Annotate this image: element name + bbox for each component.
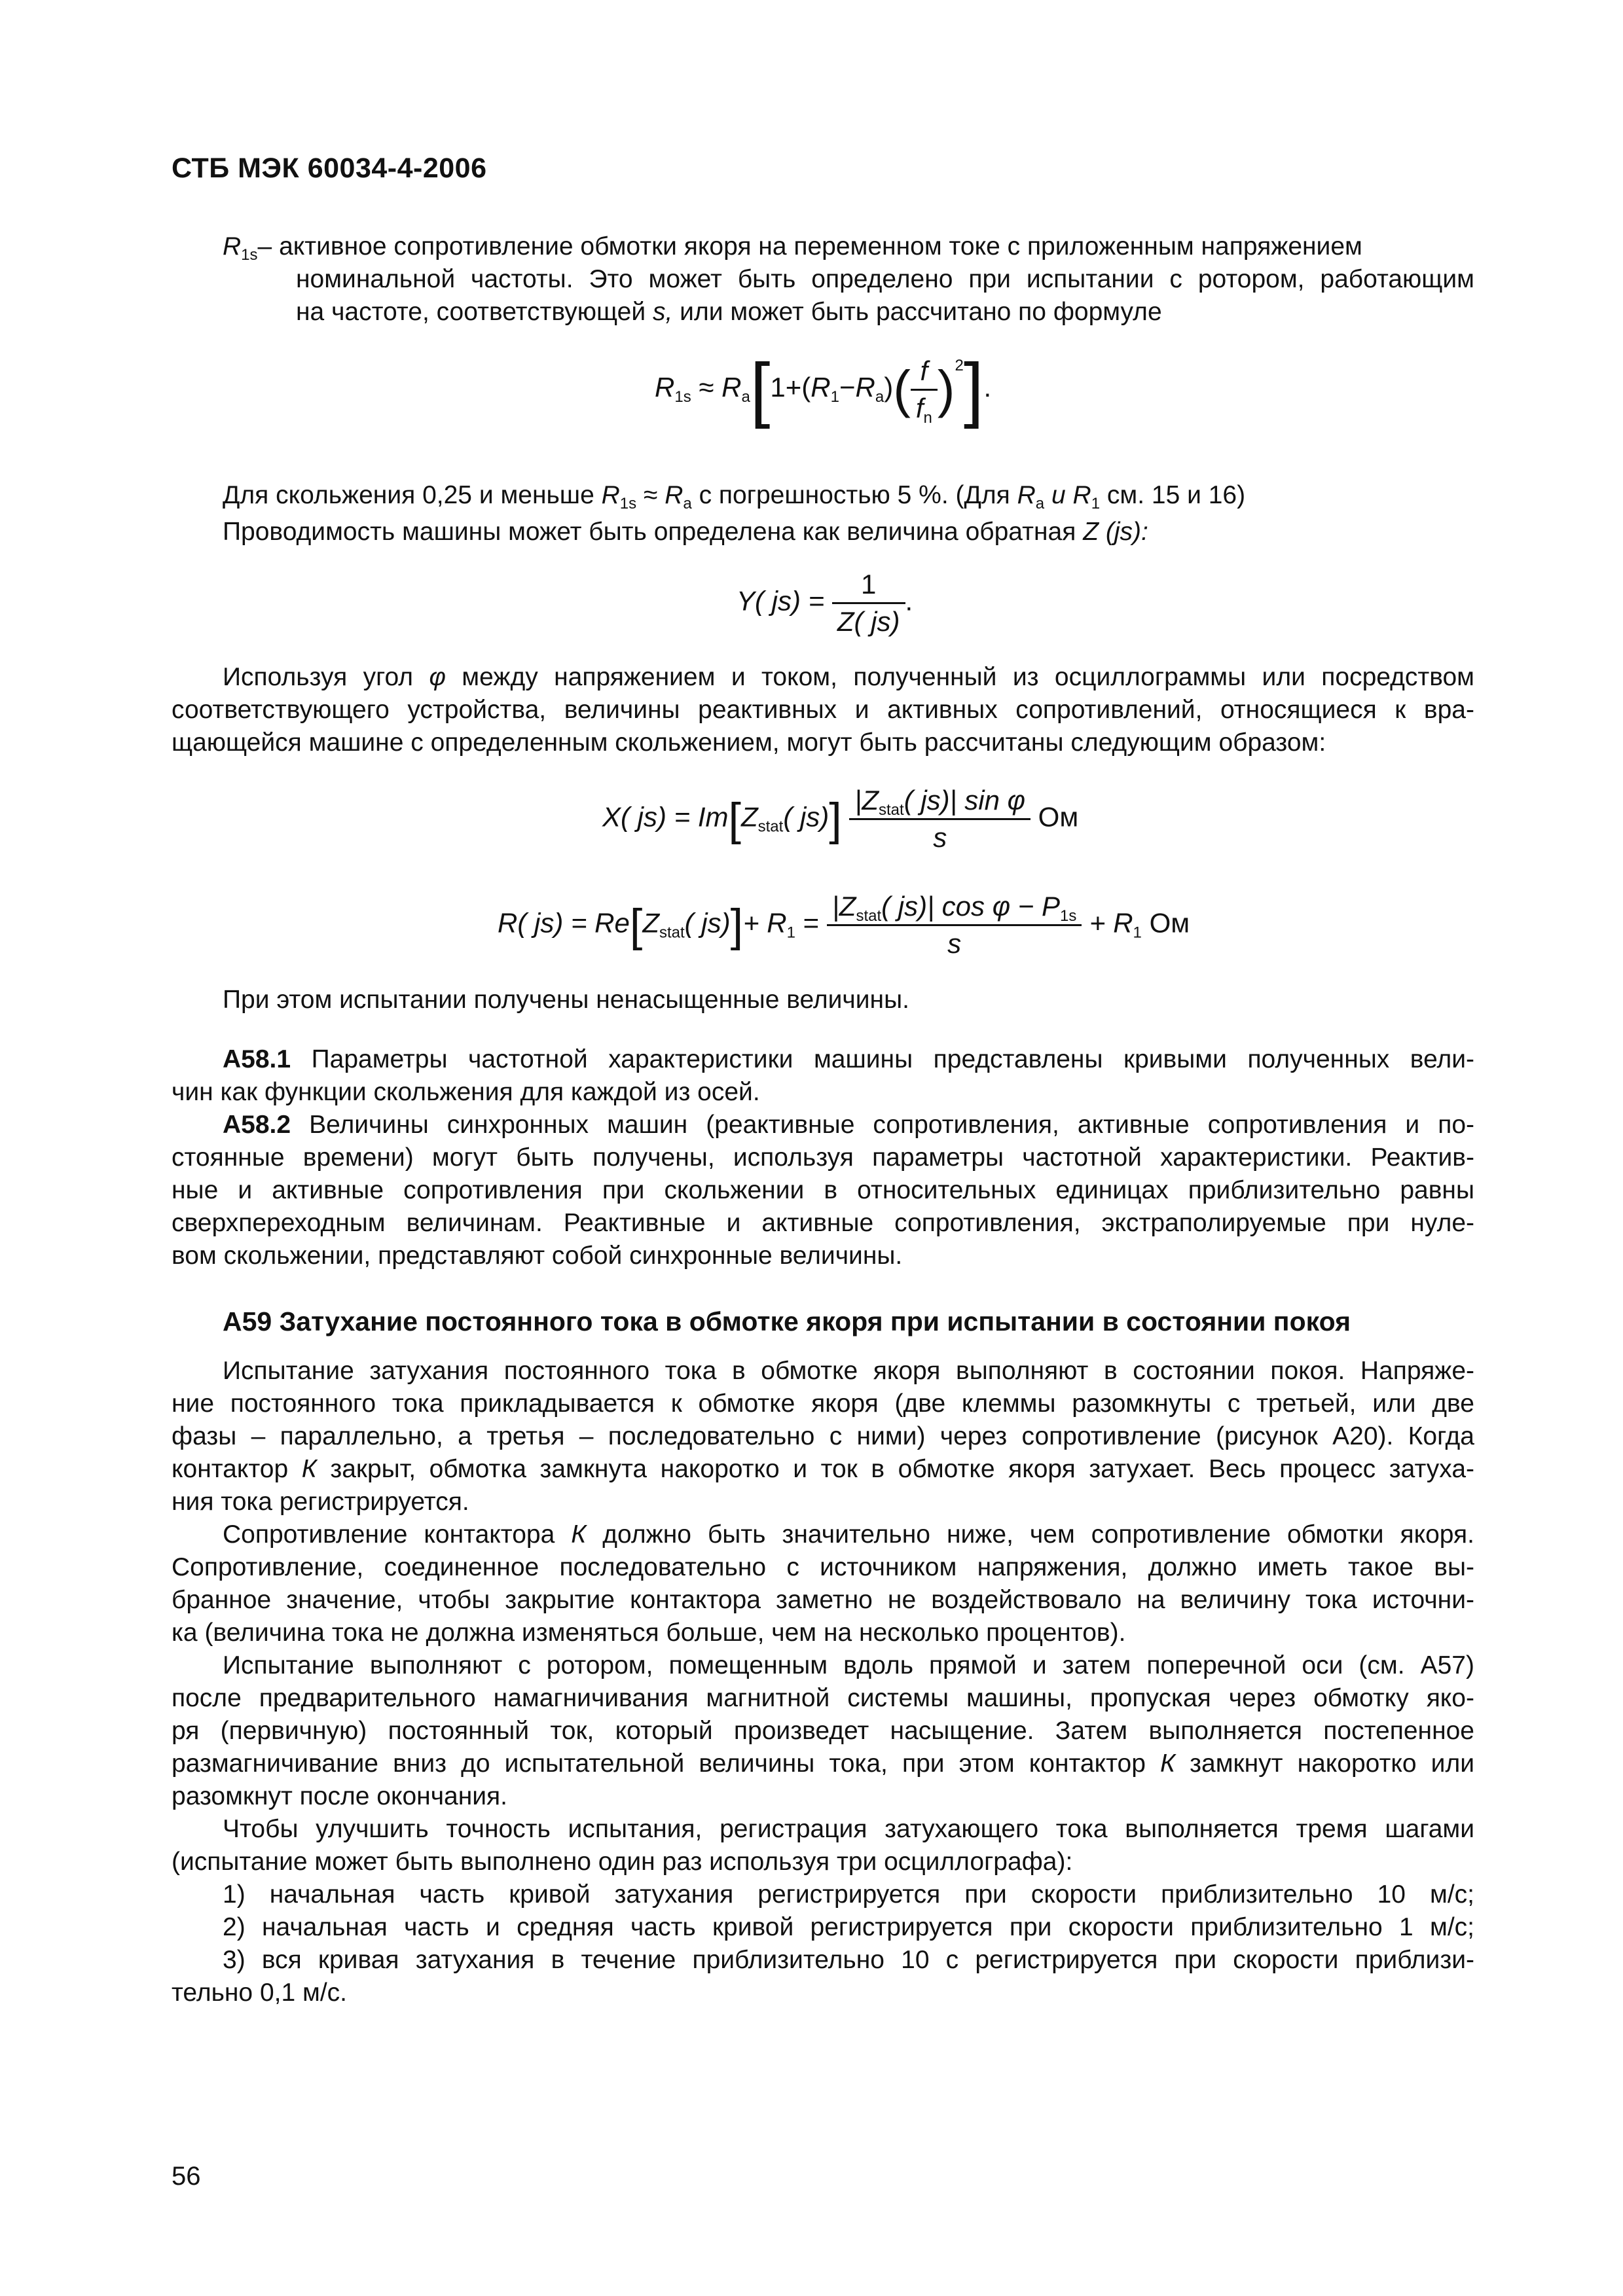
f4-tail: + R (1089, 907, 1133, 939)
f1-close-paren: ) (884, 372, 894, 403)
angle-phi: φ (429, 663, 446, 691)
slip-b: с погрешностью 5 %. (Для (691, 481, 1017, 509)
f4-eq: = (803, 907, 820, 939)
f4-plus-r1: + R (743, 907, 787, 939)
step-3: 3) вся кривая затухания в течение приблизительно 10 с регистрируется при скорости приблизи- (223, 1946, 1474, 1974)
p1-k: К (301, 1455, 317, 1483)
f1-frac-close: ) (937, 360, 955, 418)
r1s-definition (223, 230, 1474, 329)
a58-1-line1: Параметры частотной характеристики машины представлены кривыми полученных вели- (291, 1045, 1474, 1073)
f1-frac-open: ( (893, 360, 911, 418)
f4-num: |Z (831, 891, 856, 922)
r1s-dash: – (257, 232, 272, 260)
a58-1-number: А58.1 (223, 1045, 291, 1073)
conductance-z: Z (js): (1083, 518, 1148, 546)
f1-ra2: R (855, 372, 875, 403)
p1-line2: ние постоянного тока прикладывается к обмотке якоря (две клеммы разомкнуты с третьей, или две (172, 1390, 1474, 1418)
r1s-line3s: s, (652, 298, 673, 326)
p1-line3: фазы – параллельно, а третья – последовательно с ними) через сопротивление (рисунок А20). Когда (172, 1422, 1474, 1450)
f3-open-bracket: [ (728, 793, 741, 845)
p4-line1: Чтобы улучшить точность испытания, регистрация затухающего тока выполняется тремя шагами (223, 1815, 1474, 1843)
angle-line1b: между напряжением и током, полученный из осциллограммы или посредством (445, 663, 1474, 691)
angle-line1a: Используя угол (223, 663, 429, 691)
document-header: СТБ МЭК 60034-4-2006 (172, 152, 487, 184)
f3-den: s (933, 822, 947, 853)
p2-line3: бранное значение, чтобы закрытие контактора заметно не воздействовало на величину тока источни- (172, 1586, 1474, 1614)
f4-z-sub: stat (659, 924, 685, 942)
p1-line1: Испытание затухания постоянного тока в обмотке якоря выполняют в состоянии покоя. Напряже- (223, 1357, 1474, 1385)
slip-r1-sub: 1 (1091, 495, 1101, 512)
r1s-line3a: на частоте, соответствующей (296, 298, 653, 326)
f1-one-plus: 1+ (770, 372, 802, 403)
f4-lhs: R( js) = Re (498, 907, 630, 939)
step-3-continuation: тельно 0,1 м/с. (172, 1979, 347, 2007)
p3-line2: после предварительного намагничивания магнитной системы машины, пропуская через обмотку яко- (172, 1684, 1474, 1712)
f1-lhs-sub: 1s (674, 388, 691, 406)
f3-z-arg: ( js) (783, 801, 830, 833)
f1-approx: ≈ (699, 372, 714, 403)
f3-num-rest: ( js)| sin φ (903, 785, 1025, 816)
page-number: 56 (172, 2162, 201, 2191)
f4-den: s (947, 928, 962, 959)
r1s-line3b: или может быть рассчитано по формуле (672, 298, 1162, 326)
a58-2-line3: ные и активные сопротивления при скольжении в относительных единицах приблизительно равны (172, 1176, 1474, 1204)
f4-z: Z (642, 907, 659, 939)
slip-approx: ≈ (636, 481, 665, 509)
a58-2-line4: сверхпереходным величинам. Реактивные и активные сопротивления, экстраполируемые при нуле- (172, 1209, 1474, 1237)
formula-y (737, 568, 913, 638)
p1-line4a: контактор (172, 1455, 302, 1483)
p2-line1b: должно быть значительно ниже, чем сопротивление обмотки якоря. (586, 1520, 1475, 1549)
f3-num-sub: stat (879, 801, 904, 819)
step-2: 2) начальная часть и средняя часть кривой регистрируется при скорости приблизительно 1 м/с; (223, 1913, 1474, 1941)
f1-ra2-sub: a (875, 388, 884, 406)
f1-close-bracket: ] (963, 349, 984, 429)
f1-ra: R (721, 372, 742, 403)
f1-r1: R (811, 372, 831, 403)
f1-den: f (915, 392, 924, 423)
f4-fraction (827, 890, 1082, 960)
f4-num-p-sub: 1s (1059, 907, 1077, 925)
p3-line4b: замкнут накоротко или (1175, 1749, 1474, 1778)
f4-z-arg: ( js) (684, 907, 731, 939)
unsaturated-line: При этом испытании получены ненасыщенные величины. (223, 986, 909, 1014)
f1-ra-sub: a (741, 388, 750, 406)
a58-1-line2: чин как функции скольжения для каждой из осей. (172, 1078, 760, 1106)
a59-body (172, 1355, 1474, 2009)
f4-plus-r1-sub: 1 (786, 924, 795, 942)
p3-line3: ря (первичную) постоянный ток, который произведет насыщение. Затем выполняется постепенное (172, 1717, 1474, 1745)
f1-minus: − (839, 372, 856, 403)
f3-num: |Z (854, 785, 879, 816)
slip-line (223, 479, 1474, 512)
r1s-line1: активное сопротивление обмотки якоря на переменном токе с приложенным напряжением (279, 232, 1362, 260)
conductance-a: Проводимость машины может быть определена как величина обратная (223, 518, 1084, 546)
f2-den: Z( js) (837, 606, 900, 637)
slip-c: см. 15 и 16) (1100, 481, 1246, 509)
p1-line4b: закрыт, обмотка замкнута накоротко и ток в обмотке якоря затухает. Весь процесс затуха- (316, 1455, 1474, 1483)
f2-end: . (905, 585, 913, 617)
f2-lhs: Y( js) = (737, 585, 825, 617)
p2-line4: ка (величина тока не должна изменяться больше, чем на несколько процентов). (172, 1619, 1126, 1647)
f1-lhs: R (655, 372, 675, 403)
p1-line5: ния тока регистрируется. (172, 1488, 469, 1516)
f2-fraction (832, 568, 905, 638)
f1-end: . (983, 372, 992, 403)
f4-num-rest: ( js)| cos φ − P (881, 891, 1060, 922)
slip-ra: R (665, 481, 684, 509)
section-heading-a59: А59 Затухание постоянного тока в обмотке якоря при испытании в состоянии покоя (223, 1306, 1351, 1336)
f2-num: 1 (832, 568, 905, 604)
f1-power: 2 (955, 357, 964, 375)
p3-line1: Испытание выполняют с ротором, помещенным вдоль прямой и затем поперечной оси (см. А57) (223, 1651, 1474, 1679)
a58-2-line2: стоянные времени) могут быть получены, используя параметры частотной характеристики. Реактив- (172, 1143, 1474, 1172)
f1-open-bracket: [ (750, 349, 771, 429)
f3-z-sub: stat (757, 817, 784, 836)
conductance-line (223, 516, 1148, 548)
angle-line2: соответствующего устройства, величины реактивных и активных сопротивлений, относящиеся к вра- (172, 696, 1474, 724)
slip-ra2-sub: a (1035, 495, 1045, 512)
f1-open-paren: ( (801, 372, 811, 403)
angle-line3: щающейся машине с определенным скольжением, могут быть рассчитаны следующим образом: (172, 728, 1326, 757)
p3-k: К (1160, 1749, 1176, 1778)
slip-a: Для скольжения 0,25 и меньше (223, 481, 602, 509)
p4-line2: (испытание может быть выполнено один раз используя три осциллографа): (172, 1848, 1073, 1876)
f3-unit: Ом (1038, 801, 1079, 833)
a58-2-number: А58.2 (223, 1111, 291, 1139)
f3-z: Z (740, 801, 758, 833)
p3-line5: разомкнут после окончания. (172, 1782, 507, 1810)
slip-and: и (1044, 481, 1073, 509)
f4-close-bracket: ] (730, 899, 744, 951)
slip-r1s-sub: 1s (619, 495, 637, 512)
f3-close-bracket: ] (829, 793, 842, 845)
a58-section (172, 1043, 1474, 1272)
slip-ra2: R (1017, 481, 1036, 509)
f1-r1-sub: 1 (830, 388, 839, 406)
slip-r1s: R (601, 481, 620, 509)
slip-r1: R (1072, 481, 1091, 509)
a58-2-line5: вом скольжении, представляют собой синхронные величины. (172, 1242, 903, 1270)
f3-fraction (849, 784, 1030, 854)
p2-line1a: Сопротивление контактора (223, 1520, 572, 1549)
p2-k: К (571, 1520, 587, 1549)
slip-ra-sub: a (683, 495, 692, 512)
r1s-line2: номинальной частоты. Это может быть определено при испытании с ротором, работающим (296, 265, 1474, 293)
a58-2-line1: Величины синхронных машин (реактивные сопротивления, активные сопротивления и по- (291, 1111, 1474, 1139)
p2-line2: Сопротивление, соединенное последовательно с источником напряжения, должно иметь такое вы- (172, 1553, 1474, 1581)
f4-tail-sub: 1 (1133, 924, 1142, 942)
p3-line4a: размагничивание вниз до испытательной величины тока, при этом контактор (172, 1749, 1161, 1778)
r1s-sub: 1s (241, 246, 258, 264)
f1-fraction (911, 355, 938, 425)
r1s-symbol: R (223, 232, 242, 260)
f1-num: f (911, 355, 938, 391)
f4-unit: Ом (1141, 907, 1190, 939)
f3-lhs: X( js) = Im (602, 801, 729, 833)
formula-r (498, 890, 1190, 960)
f4-num-sub: stat (856, 907, 882, 925)
f1-den-sub: n (923, 408, 932, 427)
formula-x (602, 784, 1078, 854)
angle-paragraph (172, 661, 1474, 759)
step-1: 1) начальная часть кривой затухания регистрируется при скорости приблизительно 10 м/с; (223, 1880, 1474, 1909)
f4-open-bracket: [ (629, 899, 643, 951)
formula-r1s (655, 349, 992, 429)
